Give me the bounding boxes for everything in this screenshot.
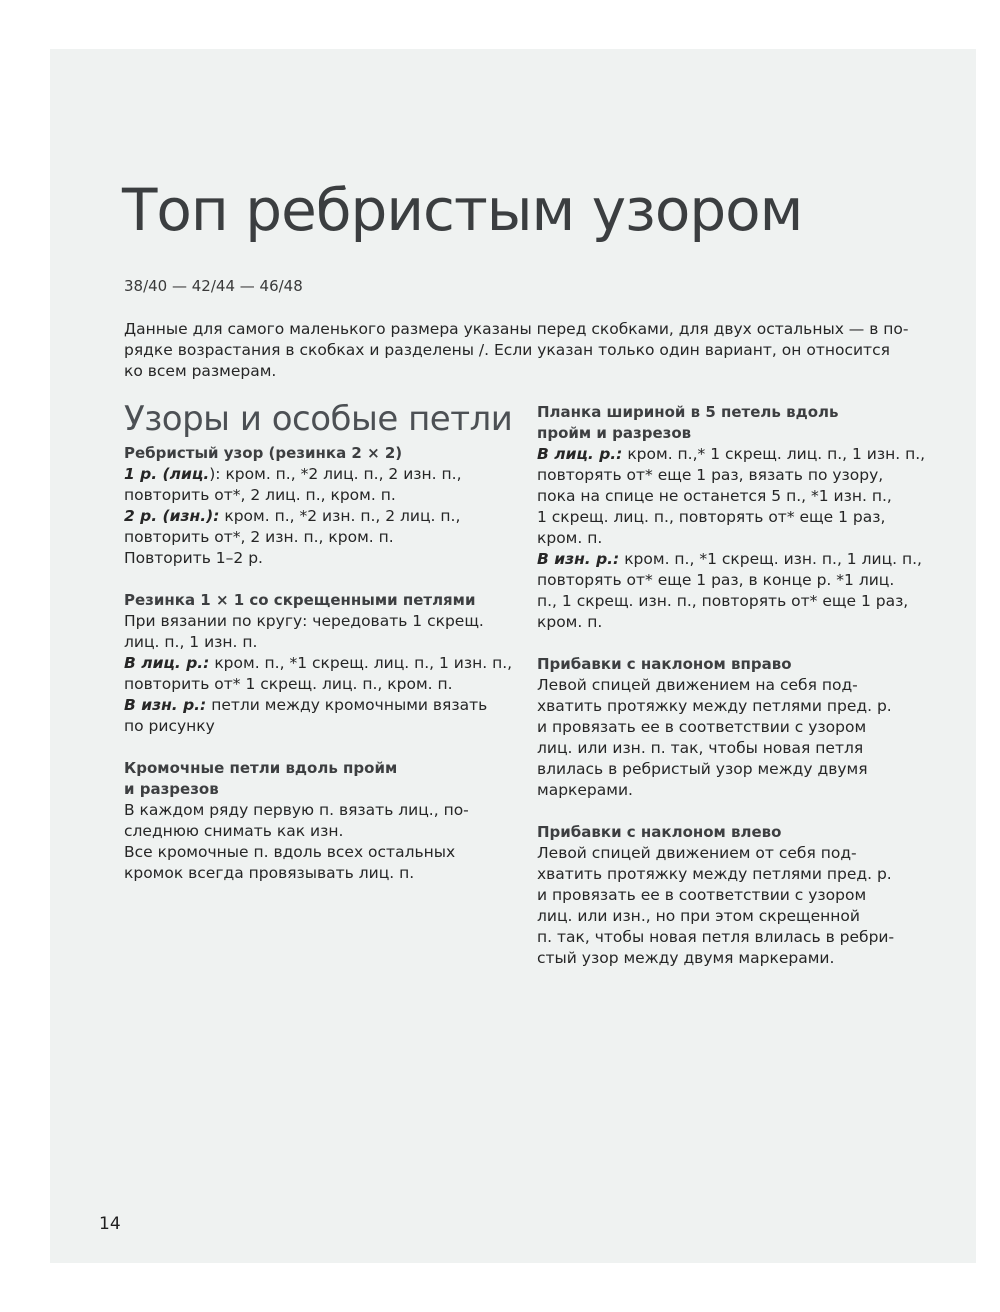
instruction-text: повторять от* еще 1 раз, вязать по узору, [537, 466, 884, 484]
instruction-text: и провязать ее в соответствии с узором [537, 886, 867, 904]
instruction-line [537, 444, 926, 465]
block-heading: Прибавки с наклоном влево [537, 823, 782, 841]
instruction-line [537, 549, 922, 570]
instruction-text: и провязать ее в соответствии с узором [537, 718, 867, 736]
intro-paragraph [124, 319, 914, 382]
instruction-text: лиц. п., 1 изн. п. [124, 633, 258, 651]
instruction-line [537, 465, 922, 486]
instruction-line [124, 464, 504, 485]
instruction-line [124, 653, 513, 674]
row-label: 2 р. (изн.): [124, 507, 220, 525]
instruction-line [124, 548, 504, 569]
instruction-text: п. так, чтобы новая петля влилась в ребри- [537, 928, 895, 946]
instruction-line [537, 780, 922, 801]
instruction-line [124, 842, 504, 863]
section-heading: Узоры и особые петли [124, 399, 513, 439]
right-column [537, 402, 926, 990]
instruction-text: кром. п., *1 скрещ. изн. п., 1 лиц. п., [619, 550, 922, 568]
instruction-line [124, 506, 504, 527]
instruction-line [124, 674, 504, 695]
instruction-line [124, 800, 504, 821]
instruction-line [537, 738, 922, 759]
instruction-text: петли между кромочными вязать [206, 696, 488, 714]
page-number: 14 [99, 1214, 121, 1234]
instruction-line [124, 632, 504, 653]
block-heading: и разрезов [124, 780, 219, 798]
instruction-line [537, 486, 922, 507]
left-column [124, 398, 513, 905]
block-heading: Планка шириной в 5 петель вдоль [537, 403, 839, 421]
instruction-text: 1 скрещ. лиц. п., повторять от* еще 1 раз, [537, 508, 886, 526]
instruction-text: кром. п. [537, 529, 603, 547]
row-label: В изн. р.: [537, 550, 620, 568]
instruction-text: Повторить 1–2 р. [124, 549, 263, 567]
row-label: В лиц. р.: [124, 654, 210, 672]
instruction-text: кром. п., *2 изн. п., 2 лиц. п., [219, 507, 461, 525]
instruction-text: лиц. или изн. п. так, чтобы новая петля [537, 739, 864, 757]
instruction-text: п., 1 скрещ. изн. п., повторять от* еще 1 раз, [537, 592, 909, 610]
instruction-line [537, 528, 922, 549]
instruction-line [124, 611, 504, 632]
instruction-line [537, 927, 922, 948]
instruction-line [124, 821, 504, 842]
instruction-text: стый узор между двумя маркерами. [537, 949, 835, 967]
instruction-line [124, 695, 504, 716]
instruction-text: по рисунку [124, 717, 215, 735]
instruction-line [537, 612, 922, 633]
instruction-line [537, 675, 922, 696]
instruction-line [124, 485, 504, 506]
instruction-text: Левой спицей движением на себя под- [537, 676, 858, 694]
instruction-block [124, 443, 504, 569]
instruction-text: повторить от*, 2 изн. п., кром. п. [124, 528, 394, 546]
intro-line: ко всем размерам. [124, 362, 277, 380]
size-range: 38/40 — 42/44 — 46/48 [124, 277, 303, 295]
instruction-text: пока на спице не останется 5 п., *1 изн. п., [537, 487, 892, 505]
instruction-line [537, 906, 922, 927]
block-heading: пройм и разрезов [537, 424, 692, 442]
instruction-text: повторять от* еще 1 раз, в конце р. *1 лиц. [537, 571, 895, 589]
instruction-line [537, 759, 922, 780]
instruction-block [537, 654, 922, 801]
row-label: 1 р. (лиц. [124, 465, 210, 483]
row-label: В лиц. р.: [537, 445, 623, 463]
instruction-text: влилась в ребристый узор между двумя [537, 760, 868, 778]
right-blocks [537, 402, 926, 969]
instruction-block [537, 822, 922, 969]
instruction-text: маркерами. [537, 781, 633, 799]
block-heading: Резинка 1 × 1 со скрещенными петлями [124, 591, 476, 609]
instruction-text: хватить протяжку между петлями пред. р. [537, 865, 892, 883]
left-blocks [124, 443, 513, 884]
instruction-line [537, 507, 922, 528]
intro-line: Данные для самого маленького размера указаны перед скобками, для двух остальных — в по- [124, 320, 909, 338]
instruction-line [537, 570, 922, 591]
instruction-line [537, 696, 922, 717]
instruction-line [537, 885, 922, 906]
instruction-text: В каждом ряду первую п. вязать лиц., по- [124, 801, 469, 819]
instruction-line [124, 527, 504, 548]
instruction-text: кром. п., *1 скрещ. лиц. п., 1 изн. п., [209, 654, 513, 672]
page-title: Топ ребристым узором [122, 176, 803, 244]
instruction-line [537, 864, 922, 885]
instruction-line [537, 948, 922, 969]
instruction-line [537, 717, 922, 738]
instruction-text: При вязании по кругу: чередовать 1 скрещ. [124, 612, 484, 630]
instruction-line [537, 591, 922, 612]
instruction-text: кром. п.,* 1 скрещ. лиц. п., 1 изн. п., [622, 445, 926, 463]
instruction-block [537, 402, 926, 633]
block-heading: Прибавки с наклоном вправо [537, 655, 792, 673]
instruction-text: Все кромочные п. вдоль всех остальных [124, 843, 456, 861]
instruction-line [124, 863, 504, 884]
instruction-text: Левой спицей движением от себя под- [537, 844, 857, 862]
instruction-text: повторить от*, 2 лиц. п., кром. п. [124, 486, 396, 504]
instruction-block [124, 590, 513, 737]
block-heading: Ребристый узор (резинка 2 × 2) [124, 444, 403, 462]
instruction-line [537, 843, 922, 864]
row-label: В изн. р.: [124, 696, 207, 714]
instruction-text: кромок всегда провязывать лиц. п. [124, 864, 415, 882]
block-heading: Кромочные петли вдоль пройм [124, 759, 398, 777]
instruction-block [124, 758, 504, 884]
instruction-text: следнюю снимать как изн. [124, 822, 344, 840]
instruction-text: кром. п. [537, 613, 603, 631]
instruction-text: хватить протяжку между петлями пред. р. [537, 697, 892, 715]
instruction-text: лиц. или изн., но при этом скрещенной [537, 907, 860, 925]
instruction-text: повторить от* 1 скрещ. лиц. п., кром. п. [124, 675, 453, 693]
instruction-line [124, 716, 504, 737]
instruction-text: ): кром. п., *2 лиц. п., 2 изн. п., [209, 465, 462, 483]
intro-line: рядке возрастания в скобках и разделены /. Если указан только один вариант, он относится [124, 341, 890, 359]
